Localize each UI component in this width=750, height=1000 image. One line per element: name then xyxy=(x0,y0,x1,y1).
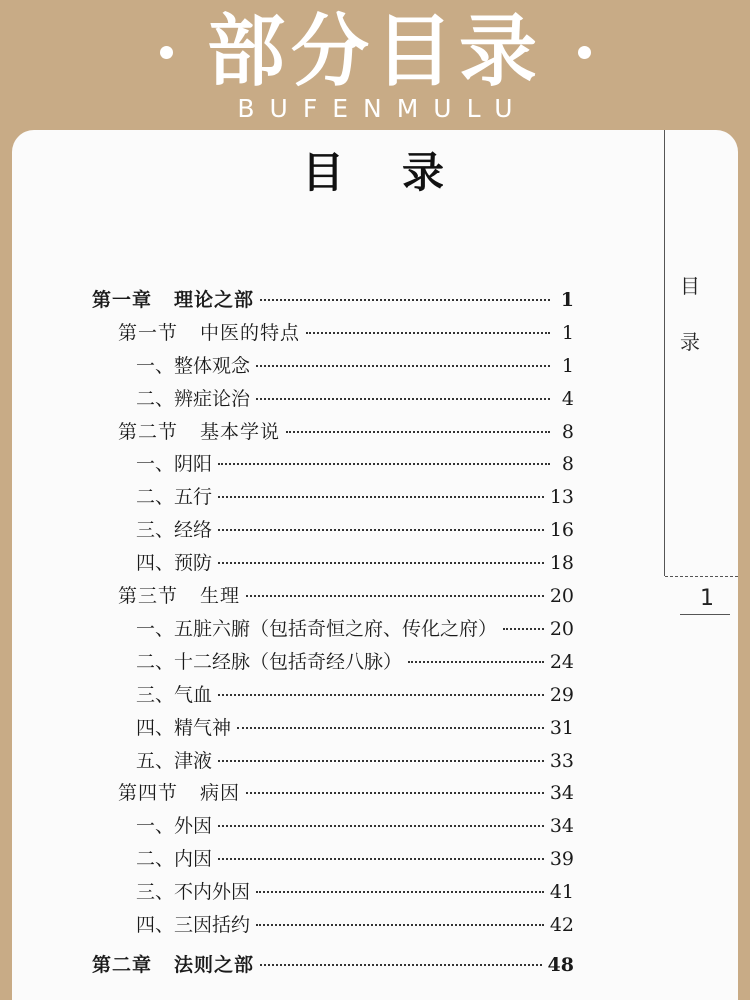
toc-entry-title: 十二经脉（包括奇经八脉） xyxy=(174,651,403,673)
toc-entry-label: 二、 xyxy=(136,651,175,673)
toc-entry-item xyxy=(136,811,574,841)
toc-entry-label: 第二章 xyxy=(92,954,153,976)
toc-entry-title: 内因 xyxy=(174,848,213,870)
toc-entry-title: 理论之部 xyxy=(174,289,255,311)
dot-leader xyxy=(306,332,550,334)
page-number: 1 xyxy=(700,586,714,611)
toc-entry-label: 第二节 xyxy=(118,421,179,443)
toc-entry-item xyxy=(136,449,574,479)
toc-entry-item xyxy=(136,680,574,710)
toc-page-number: 13 xyxy=(549,486,574,508)
toc-entry-title: 外因 xyxy=(174,815,213,837)
dot-leader xyxy=(218,463,550,465)
toc-entry-text xyxy=(118,318,300,345)
toc-entry-item xyxy=(136,647,574,677)
toc-page-number: 1 xyxy=(560,289,574,311)
toc-entry-label: 一、 xyxy=(136,355,175,377)
toc-entry-label: 二、 xyxy=(136,388,175,410)
dot-leader xyxy=(256,398,550,400)
dot-leader xyxy=(503,628,544,630)
toc-entry-item xyxy=(136,713,574,743)
banner-subtitle: BUFENMULU xyxy=(237,94,528,123)
toc-entry-label: 二、 xyxy=(136,486,175,508)
toc-page-number: 4 xyxy=(561,388,574,410)
side-label-char-1: 目 xyxy=(680,274,700,298)
toc-page-number: 18 xyxy=(549,552,574,574)
toc-page-number: 20 xyxy=(549,618,574,640)
toc-page-number: 39 xyxy=(549,848,574,870)
side-label-char-2: 录 xyxy=(680,330,700,354)
toc-entry-item xyxy=(136,614,574,644)
toc-entry-text xyxy=(136,877,250,904)
toc-entry-text xyxy=(118,581,240,608)
dot-leader xyxy=(246,595,544,597)
toc-entry-title: 整体观念 xyxy=(174,355,251,377)
dot-leader xyxy=(218,694,544,696)
toc-entry-label: 五、 xyxy=(136,750,175,772)
bullet-dot-right xyxy=(578,46,591,59)
toc-entry-section xyxy=(118,417,574,447)
toc-page-number: 34 xyxy=(549,782,574,804)
toc-page-number: 24 xyxy=(549,651,574,673)
toc-entry-label: 四、 xyxy=(136,914,175,936)
toc-page-number: 16 xyxy=(549,519,574,541)
dot-leader xyxy=(246,792,544,794)
toc-entry-item xyxy=(136,910,574,940)
toc-entry-text xyxy=(136,713,231,740)
toc-entry-label: 三、 xyxy=(136,684,175,706)
toc-entry-title: 三因括约 xyxy=(174,914,251,936)
toc-entry-item xyxy=(136,384,574,414)
toc-entry-title: 法则之部 xyxy=(174,954,255,976)
banner-title: 部分目录 xyxy=(206,6,543,97)
dot-leader xyxy=(260,964,542,966)
dot-leader xyxy=(218,858,544,860)
toc-entry-item xyxy=(136,548,574,578)
toc-entry-title: 病因 xyxy=(200,782,241,804)
toc-entry-title: 气血 xyxy=(174,684,213,706)
toc-page-number: 42 xyxy=(549,914,574,936)
toc-page-number: 20 xyxy=(549,585,574,607)
toc-page-number: 48 xyxy=(547,954,574,976)
toc-entry-label: 第一节 xyxy=(118,322,179,344)
page-title xyxy=(302,140,444,200)
toc-entry-section xyxy=(118,778,574,808)
dot-leader xyxy=(256,365,550,367)
toc-page-number: 31 xyxy=(549,717,574,739)
toc-page-number: 8 xyxy=(561,421,574,443)
toc-entry-chapter xyxy=(92,950,574,980)
toc-entry-label: 二、 xyxy=(136,848,175,870)
dot-leader xyxy=(256,924,544,926)
toc-entry-text xyxy=(118,778,240,805)
toc-entry-label: 一、 xyxy=(136,815,175,837)
margin-rule-dashed xyxy=(665,576,738,577)
toc-entry-text xyxy=(136,910,250,937)
toc-page-number: 1 xyxy=(561,322,574,344)
page-number-underline xyxy=(680,614,730,615)
toc-entry-text xyxy=(136,746,212,773)
toc-page-number: 1 xyxy=(561,355,574,377)
toc-page-number: 29 xyxy=(549,684,574,706)
toc-entry-label: 三、 xyxy=(136,519,175,541)
toc-entry-title: 生理 xyxy=(200,585,241,607)
toc-entry-label: 一、 xyxy=(136,453,175,475)
toc-entry-title: 不内外因 xyxy=(174,881,251,903)
dot-leader xyxy=(408,661,544,663)
dot-leader xyxy=(286,431,550,433)
toc-entry-text xyxy=(92,285,254,312)
toc-entry-title: 预防 xyxy=(174,552,213,574)
toc-entry-title: 阴阳 xyxy=(174,453,213,475)
toc-entry-label: 一、 xyxy=(136,618,175,640)
toc-entry-title: 津液 xyxy=(174,750,213,772)
header-banner xyxy=(0,0,750,130)
dot-leader xyxy=(218,825,544,827)
toc-entry-item xyxy=(136,877,574,907)
toc-entry-text xyxy=(136,515,212,542)
dot-leader xyxy=(218,760,544,762)
toc-entry-title: 辨症论治 xyxy=(174,388,251,410)
toc-entry-label: 三、 xyxy=(136,881,175,903)
book-page xyxy=(12,130,738,1000)
page-title-char-1: 目 xyxy=(302,148,345,197)
toc-entry-section xyxy=(118,581,574,611)
dot-leader xyxy=(218,529,544,531)
toc-page-number: 8 xyxy=(561,453,574,475)
toc-entry-text xyxy=(92,950,254,977)
toc-entry-title: 精气神 xyxy=(174,717,232,739)
toc-entry-label: 四、 xyxy=(136,717,175,739)
toc-entry-section xyxy=(118,318,574,348)
dot-leader xyxy=(218,496,544,498)
toc-page-number: 33 xyxy=(549,750,574,772)
dot-leader xyxy=(260,299,550,301)
toc-entry-item xyxy=(136,844,574,874)
toc-entry-text xyxy=(136,351,250,378)
toc-entry-title: 经络 xyxy=(174,519,213,541)
toc-entry-label: 第四节 xyxy=(118,782,179,804)
toc-entry-item xyxy=(136,746,574,776)
toc-entry-label: 四、 xyxy=(136,552,175,574)
toc-entry-text xyxy=(136,680,212,707)
toc-entry-item xyxy=(136,515,574,545)
toc-entry-label: 第一章 xyxy=(92,289,153,311)
toc-entry-label: 第三节 xyxy=(118,585,179,607)
toc-entry-text xyxy=(136,811,212,838)
toc-entry-text xyxy=(136,449,212,476)
dot-leader xyxy=(256,891,544,893)
margin-rule-vertical xyxy=(664,130,665,576)
toc-entry-text xyxy=(118,417,280,444)
toc-entry-chapter xyxy=(92,285,574,315)
toc-entry-title: 基本学说 xyxy=(200,421,281,443)
toc-entry-text xyxy=(136,844,212,871)
toc-entry-text xyxy=(136,384,250,411)
toc-entry-text xyxy=(136,647,402,674)
toc-page-number: 34 xyxy=(549,815,574,837)
toc-entry-item xyxy=(136,351,574,381)
toc-entry-text xyxy=(136,482,212,509)
toc-page-number: 41 xyxy=(549,881,574,903)
page-title-char-2: 录 xyxy=(402,148,445,197)
dot-leader xyxy=(237,727,544,729)
toc-entry-title: 中医的特点 xyxy=(200,322,301,344)
toc-entry-title: 五脏六腑（包括奇恒之府、传化之府） xyxy=(174,618,498,640)
dot-leader xyxy=(218,562,544,564)
toc-entry-text xyxy=(136,614,497,641)
toc-entry-item xyxy=(136,482,574,512)
toc-entry-text xyxy=(136,548,212,575)
toc-entry-title: 五行 xyxy=(174,486,213,508)
